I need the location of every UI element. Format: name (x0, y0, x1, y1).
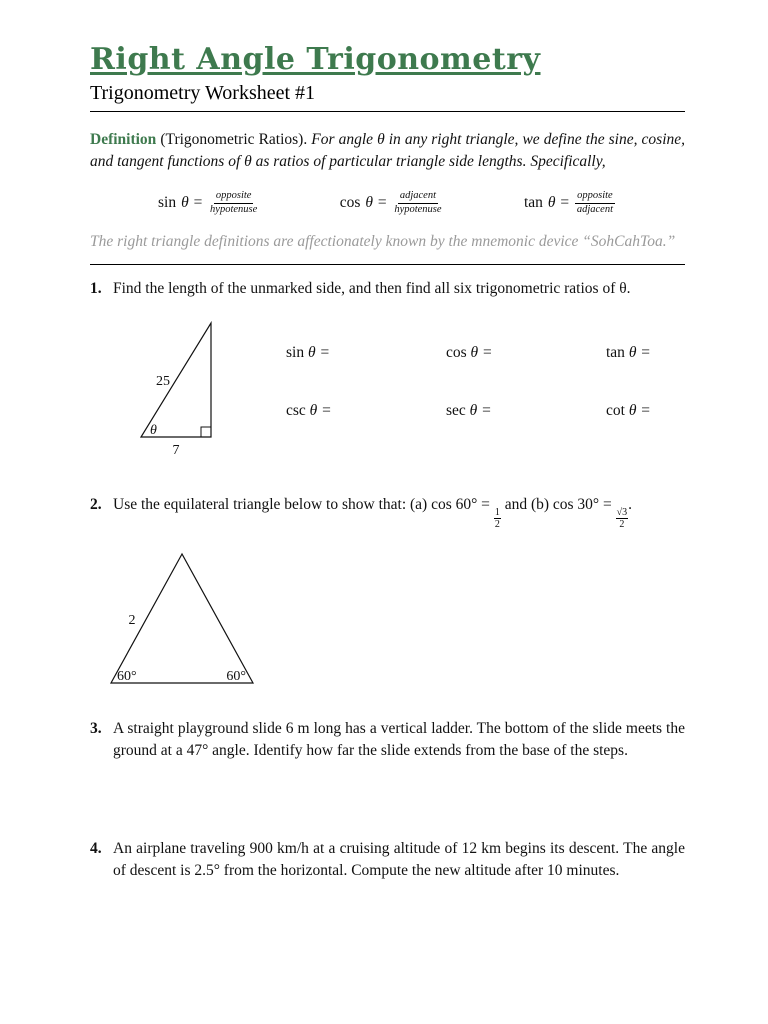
problem-3-number: 3. (90, 720, 102, 738)
ratio-cell-cot (606, 402, 685, 420)
ratio-csc-arg: θ = (309, 402, 332, 420)
problem-2-number: 2. (90, 496, 102, 514)
problem-1-text: Find the length of the unmarked side, and then find all six trigonometric ratios of θ. (113, 280, 631, 298)
definition-paragraph (90, 129, 685, 173)
side-label: 2 (128, 613, 136, 629)
ratio-cell-csc (286, 402, 446, 420)
ratio-cot-fn: cot (606, 402, 625, 420)
cosine-fn: cos (339, 194, 361, 212)
right-angle-mark (201, 427, 211, 437)
section-rule (90, 264, 685, 265)
cosine-formula (340, 190, 444, 216)
ratio-sin-arg: θ = (307, 344, 330, 362)
cosine-numerator: adjacent (398, 190, 438, 204)
equilateral-triangle-figure (104, 552, 264, 692)
problem-3 (90, 718, 685, 762)
ratio-cot-arg: θ = (628, 402, 651, 420)
right-triangle-figure (136, 320, 226, 460)
header-rule (90, 111, 685, 112)
page-title: Right Angle Trigonometry (90, 42, 541, 77)
ratio-sec-arg: θ = (469, 402, 492, 420)
one-half-numerator: 1 (494, 507, 500, 519)
ratio-tan-fn: tan (606, 344, 625, 362)
formula-row (90, 190, 685, 216)
ratio-grid (286, 344, 685, 420)
worksheet-subtitle: Trigonometry Worksheet #1 (90, 82, 316, 104)
problem-4 (90, 838, 685, 882)
ratio-csc-fn: csc (286, 402, 306, 420)
ratio-sin-fn: sin (286, 344, 305, 362)
tangent-fn: tan (523, 194, 543, 212)
one-half-fraction (494, 507, 501, 530)
problem-2-text (113, 494, 685, 530)
right-triangle-shape (141, 323, 211, 437)
ratio-cell-sin (286, 344, 446, 362)
tangent-denominator: adjacent (576, 203, 613, 215)
mnemonic-note: The right triangle definitions are affectionately known by the mnemonic device “SohCahToa.” (90, 233, 676, 251)
problem-4-text: An airplane traveling 900 km/h at a cruising altitude of 12 km begins its descent. The angle of descent is 2.5° from the horizontal. Compute the new altitude after 10 minutes. (113, 840, 685, 880)
cosine-fraction (392, 190, 443, 216)
problem-1-figure (90, 320, 685, 472)
sine-numerator: opposite (214, 190, 254, 204)
problem-2-suffix: . (628, 496, 632, 514)
sine-fn: sin (158, 194, 177, 212)
root3-over-2-fraction (616, 507, 629, 530)
problem-2-middle: and (b) cos 30° = (504, 496, 612, 514)
problem-2 (90, 494, 685, 530)
tangent-numerator: opposite (575, 190, 615, 204)
cosine-denominator: hypotenuse (394, 203, 442, 215)
definition-label: Definition (90, 131, 157, 148)
base-label: 7 (172, 443, 180, 459)
ratio-cell-cos (446, 344, 606, 362)
sine-arg: θ = (181, 194, 204, 212)
ratio-cell-sec (446, 402, 606, 420)
problem-2-prefix: Use the equilateral triangle below to show that: (a) cos 60° = (113, 496, 490, 514)
problem-4-number: 4. (90, 840, 102, 858)
right-angle-label: 60° (226, 669, 246, 685)
left-angle-label: 60° (117, 669, 137, 685)
ratio-tan-arg: θ = (628, 344, 651, 362)
tangent-arg: θ = (547, 194, 570, 212)
sine-denominator: hypotenuse (210, 203, 258, 215)
sine-formula (158, 190, 259, 216)
one-half-denominator: 2 (494, 519, 500, 531)
ratio-sec-fn: sec (446, 402, 466, 420)
definition-body: For angle θ in any right triangle, we define the sine, cosine, and tangent functions of θ as ratios of particular triangle side lengths. Specifically, (90, 131, 686, 170)
problem-1 (90, 278, 685, 300)
hypotenuse-label: 25 (156, 374, 170, 390)
tangent-fraction (575, 190, 615, 216)
root3-numerator: √3 (616, 507, 628, 519)
root3-denominator: 2 (619, 519, 625, 531)
problem-3-text: A straight playground slide 6 m long has a vertical ladder. The bottom of the slide meets the ground at a 47° angle. Identify how far the slide extends from the base of the steps. (113, 720, 685, 760)
problem-1-number: 1. (90, 280, 102, 298)
definition-term: (Trigonometric Ratios). (160, 131, 308, 148)
tangent-formula (524, 190, 615, 216)
ratio-cos-arg: θ = (470, 344, 493, 362)
ratio-cell-tan (606, 344, 685, 362)
cosine-arg: θ = (365, 194, 388, 212)
ratio-cos-fn: cos (446, 344, 467, 362)
angle-theta-label: θ (150, 423, 157, 439)
sine-fraction (208, 190, 259, 216)
